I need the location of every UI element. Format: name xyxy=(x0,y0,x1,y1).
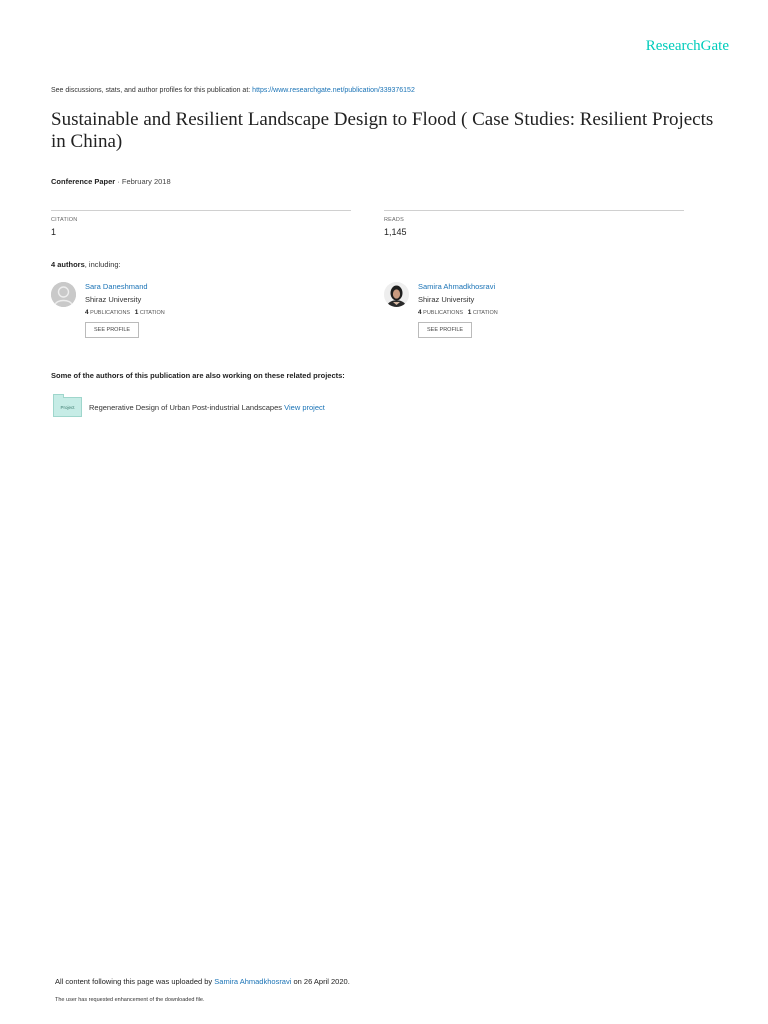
reads-label: READS xyxy=(384,217,404,223)
author-institution: Shiraz University xyxy=(85,295,142,304)
view-project-link[interactable]: View project xyxy=(284,403,325,412)
citations-label: CITATION xyxy=(139,310,165,316)
see-profile-button[interactable]: SEE PROFILE xyxy=(85,322,139,338)
publication-link[interactable]: https://www.researchgate.net/publication/339376152 xyxy=(252,87,415,94)
author-name-link[interactable]: Samira Ahmadkhosravi xyxy=(418,282,496,291)
author-institution: Shiraz University xyxy=(418,295,475,304)
citations-count: 1 xyxy=(134,309,139,316)
related-projects-heading: Some of the authors of this publication are also working on these related projects: xyxy=(51,371,345,380)
top-note-text: See discussions, stats, and author profiles for this publication at: xyxy=(51,87,253,94)
enhancement-note: The user has requested enhancement of the downloaded file. xyxy=(55,997,205,1003)
page-title: Sustainable and Resilient Landscape Design to Flood ( Case Studies: Resilient Projects in China) xyxy=(51,109,714,152)
citation-label: CITATION xyxy=(51,217,78,223)
authors-heading xyxy=(51,260,121,269)
authors-suffix: , including: xyxy=(84,260,121,269)
authors-count: 4 authors xyxy=(51,260,85,269)
publications-label: PUBLICATIONS xyxy=(90,310,131,316)
profile-photo[interactable] xyxy=(384,282,409,307)
reads-value: 1,145 xyxy=(384,227,407,237)
project-title: Regenerative Design of Urban Post-industrial Landscapes xyxy=(89,403,285,412)
researchgate-logo[interactable]: ResearchGate xyxy=(645,38,729,54)
publication-meta xyxy=(51,177,171,186)
top-note xyxy=(51,87,415,94)
author-name-link[interactable]: Sara Daneshmand xyxy=(85,282,148,291)
citations-label: CITATION xyxy=(472,310,498,316)
upload-note xyxy=(55,977,350,986)
citations-count: 1 xyxy=(467,309,472,316)
folder-icon: Project xyxy=(53,397,82,417)
publication-type: Conference Paper xyxy=(51,177,116,186)
publications-count: 4 xyxy=(85,309,89,316)
author-stats xyxy=(85,309,165,316)
meta-separator: · xyxy=(115,177,122,186)
publications-label: PUBLICATIONS xyxy=(423,310,464,316)
project-item xyxy=(51,395,451,419)
upload-prefix: All content following this page was uploaded by xyxy=(55,977,215,986)
default-user-icon[interactable] xyxy=(51,282,76,307)
upload-suffix: on 26 April 2020. xyxy=(291,977,350,986)
citation-stat xyxy=(51,210,351,237)
citation-value: 1 xyxy=(51,227,57,237)
reads-stat xyxy=(384,210,684,237)
publication-date: February 2018 xyxy=(121,177,171,186)
see-profile-button[interactable]: SEE PROFILE xyxy=(418,322,472,338)
publications-count: 4 xyxy=(418,309,422,316)
uploader-link[interactable]: Samira Ahmadkhosravi xyxy=(214,977,292,986)
author-stats xyxy=(418,309,498,316)
